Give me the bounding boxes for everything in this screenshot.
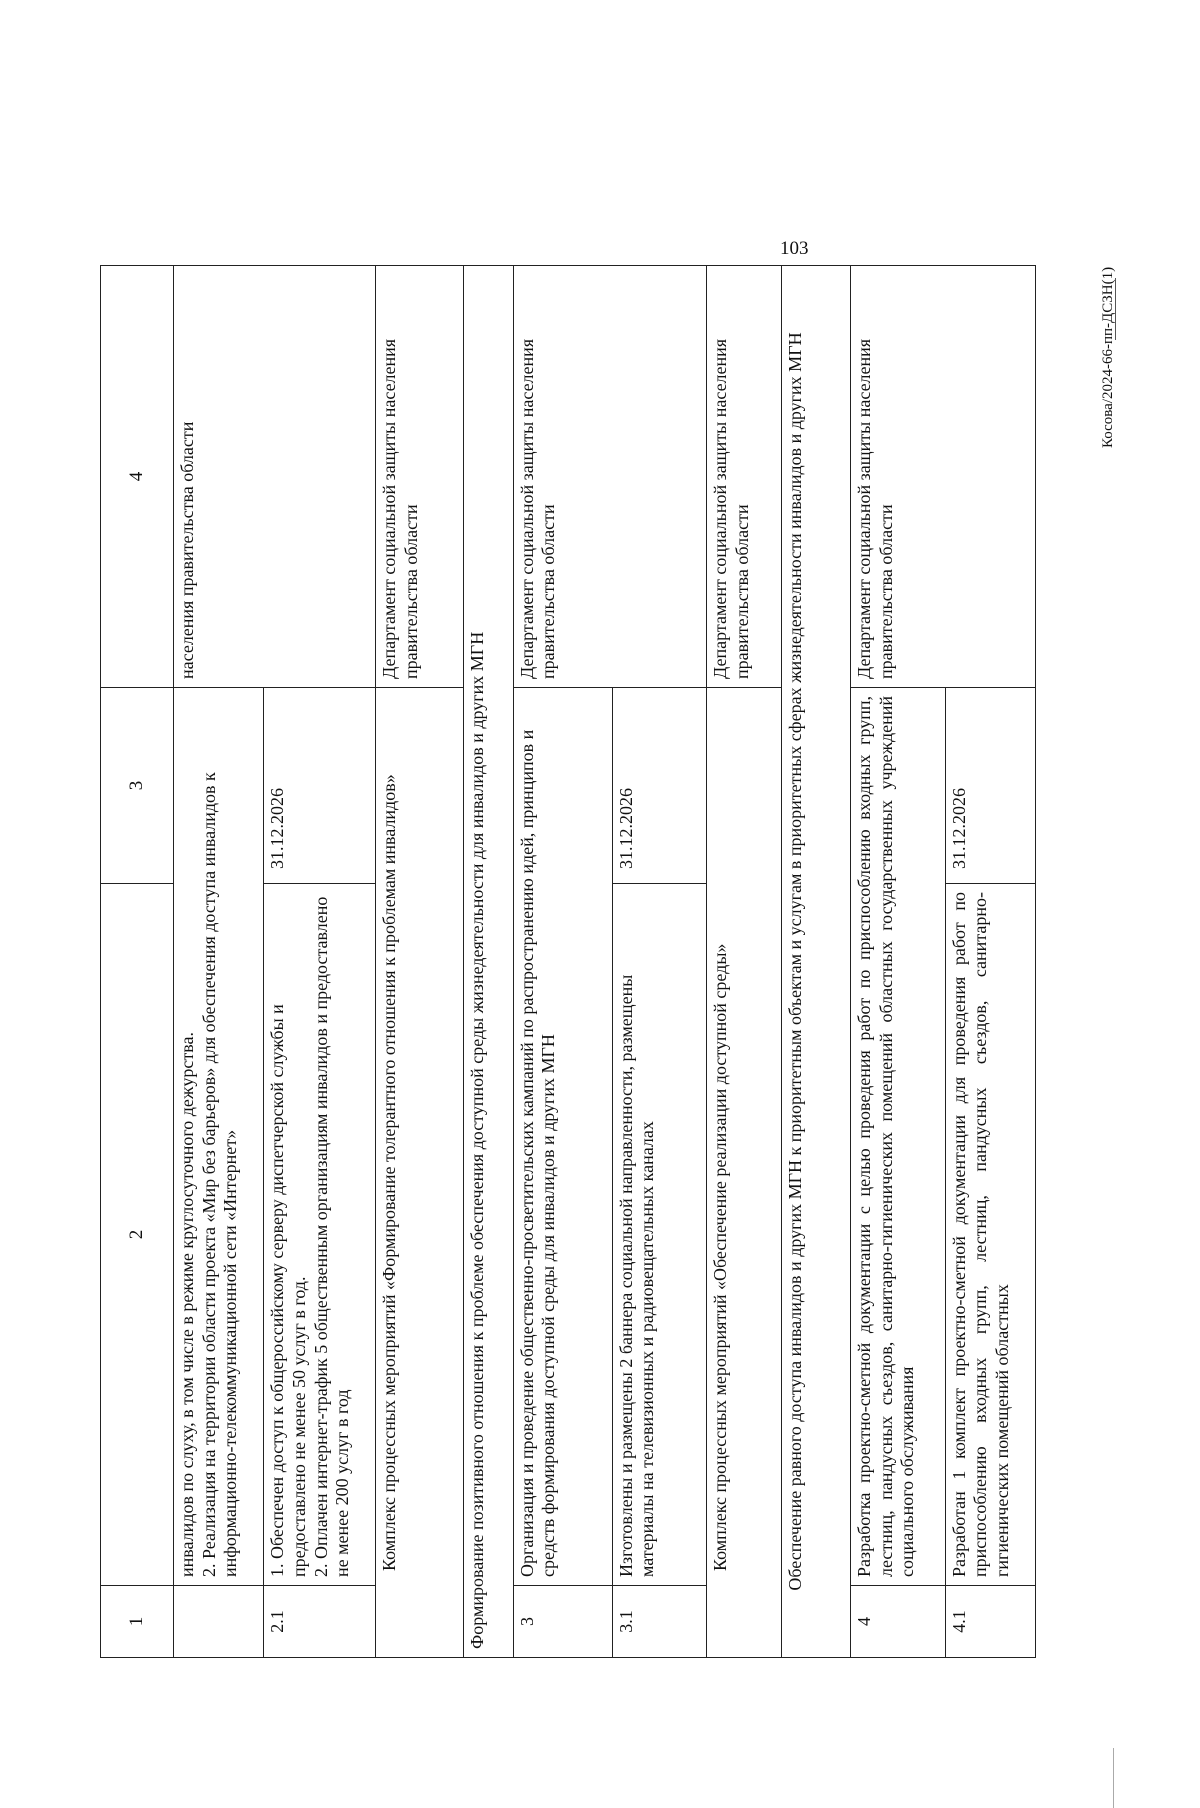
row-number <box>174 1586 264 1658</box>
responsible-cell: населения правительства области <box>174 266 376 688</box>
rotated-document-page <box>100 100 1116 1658</box>
table-row <box>851 266 946 1658</box>
measure-text: Разработка проектно-сметной документации с целью проведения работ по приспособлению входных групп, лестниц, пандусных съездов, санитарно-гигиенических помещений областных государственных учреждений социального обслуживания <box>851 688 946 1586</box>
column-header-4: 4 <box>101 266 174 688</box>
deadline-date: 31.12.2026 <box>264 688 376 884</box>
responsible-cell: Департамент социальной защиты населения правительства области <box>707 266 782 688</box>
column-header-2: 2 <box>101 884 174 1586</box>
responsible-cell: Департамент социальной защиты населения правительства области <box>513 266 706 688</box>
result-text: Изготовлены и размещены 2 баннера социальной направленности, размещены материалы на телевизионных и радиовещательных каналах <box>612 884 707 1586</box>
row-number: 3 <box>513 1586 612 1658</box>
document-reference: Косова/2024-66-пп-ДСЗН(1) <box>1100 266 1116 448</box>
deadline-date: 31.12.2026 <box>612 688 707 884</box>
row-number: 4.1 <box>945 1586 1035 1658</box>
process-complex-text: Комплекс процессных мероприятий «Формирование толерантного отношения к проблемам инвалидов» <box>376 688 464 1658</box>
footer-rule <box>1115 278 1116 340</box>
responsible-cell: Департамент социальной защиты населения правительства области <box>376 266 464 688</box>
row-number: 2.1 <box>264 1586 376 1658</box>
result-text: Разработан 1 комплект проектно-сметной документации для проведения работ по приспособлению входных групп, лестниц, пандусных съездов, санитарно-гигиенических помещений областных <box>945 884 1035 1586</box>
result-text <box>264 884 376 1586</box>
page-number: 103 <box>780 238 809 259</box>
section-heading-row <box>464 266 513 1658</box>
section-heading: Обеспечение равного доступа инвалидов и других МГН к приоритетным объектам и услугам в приоритетных сферах жизнедеятельности инвалидов и других МГН <box>782 266 851 1658</box>
column-header-1: 1 <box>101 1586 174 1658</box>
table-row <box>376 266 464 1658</box>
row-number: 3.1 <box>612 1586 707 1658</box>
result-text-content: 1. Обеспечен доступ к общероссийскому серверу диспетчерской службы и предоставлено не менее 50 услуг в год. 2. Оплачен интернет-трафик 5 общественным организациям инвалидов и предоставлено не менее 200 услуг в год <box>267 896 353 1577</box>
measures-table <box>100 265 1036 1658</box>
table-row <box>174 266 264 1658</box>
measure-text <box>174 688 264 1586</box>
process-complex-text: Комплекс процессных мероприятий «Обеспечение реализации доступной среды» <box>707 688 782 1658</box>
row-number: 4 <box>851 1586 946 1658</box>
deadline-date: 31.12.2026 <box>945 688 1035 884</box>
footer-rule-left <box>1113 1748 1114 1808</box>
table-header-row <box>101 266 174 1658</box>
column-header-3: 3 <box>101 688 174 884</box>
responsible-cell: Департамент социальной защиты населения правительства области <box>851 266 1036 688</box>
section-heading-row <box>782 266 851 1658</box>
measure-text: Организация и проведение общественно-просветительских кампаний по распространению идей, принципов и средств формирования доступной среды для инвалидов и других МГН <box>513 688 612 1586</box>
table-row <box>513 266 612 1658</box>
table-row <box>707 266 782 1658</box>
section-heading: Формирование позитивного отношения к проблеме обеспечения доступной среды жизнедеятельности для инвалидов и других МГН <box>464 266 513 1658</box>
measure-text-content: инвалидов по слуху, в том числе в режиме круглосуточного дежурства. 2. Реализация на территории области проекта «Мир без барьеров» для обеспечения доступа инвалидов к информационно-телекоммуникационной сети «Интернет» <box>177 772 241 1577</box>
